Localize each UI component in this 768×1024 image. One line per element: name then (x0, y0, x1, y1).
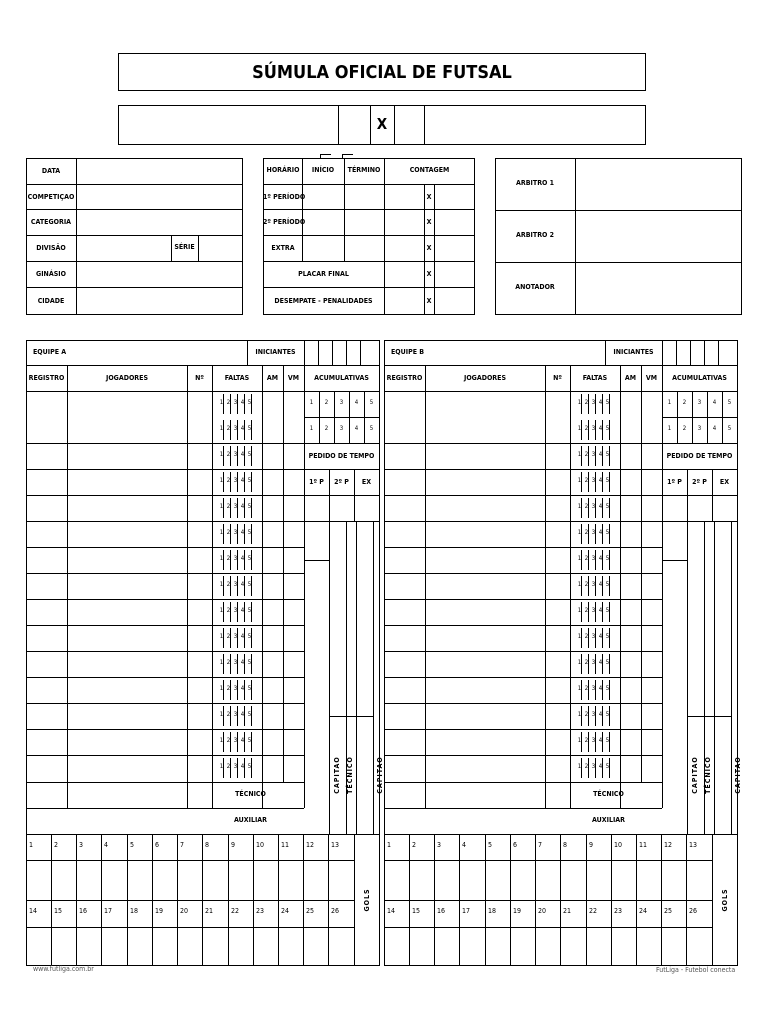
acum-number: 1 (309, 399, 314, 406)
versus-mark: X (376, 115, 388, 133)
label-cidade: CIDADE (37, 297, 65, 305)
goal-number: 2 (412, 841, 417, 849)
faltas-label: FALTAS (224, 374, 250, 382)
foul-number: 2 (226, 399, 231, 406)
goal-number: 26 (689, 907, 698, 915)
foul-number: 2 (226, 477, 231, 484)
team_a-table (26, 340, 380, 966)
foul-number: 3 (233, 763, 238, 770)
foul-number: 3 (591, 529, 596, 536)
foul-number: 4 (240, 737, 245, 744)
label-serie: SÉRIE (174, 243, 195, 251)
capitao-vertical: CAPITAO (691, 756, 699, 794)
page-title: SÚMULA OFICIAL DE FUTSAL (118, 53, 646, 91)
foul-number: 1 (577, 581, 582, 588)
goal-number: 7 (180, 841, 185, 849)
x-mark: X (426, 297, 432, 305)
foul-number: 2 (226, 633, 231, 640)
foul-number: 5 (605, 477, 610, 484)
iniciantes-label: INICIANTES (255, 348, 296, 356)
x-mark: X (426, 244, 432, 252)
goal-number: 8 (563, 841, 568, 849)
foul-number: 3 (233, 659, 238, 666)
foul-number: 1 (219, 425, 224, 432)
foul-number: 3 (591, 503, 596, 510)
gols-vertical: GOLS (721, 888, 729, 912)
foul-number: 2 (584, 529, 589, 536)
foul-number: 3 (233, 685, 238, 692)
foul-number: 3 (233, 737, 238, 744)
foul-number: 2 (226, 581, 231, 588)
foul-number: 3 (233, 451, 238, 458)
acum-number: 2 (324, 425, 329, 432)
registro-label: REGISTRO (386, 374, 423, 382)
foul-number: 3 (233, 399, 238, 406)
foul-number: 1 (219, 763, 224, 770)
acum-number: 3 (697, 399, 702, 406)
foul-number: 5 (247, 555, 252, 562)
foul-number: 4 (598, 477, 603, 484)
foul-number: 4 (240, 399, 245, 406)
goal-number: 12 (664, 841, 673, 849)
foul-number: 1 (577, 685, 582, 692)
goal-number: 20 (538, 907, 547, 915)
acum-number: 4 (712, 399, 717, 406)
foul-number: 1 (577, 711, 582, 718)
foul-number: 4 (598, 711, 603, 718)
foul-number: 4 (240, 633, 245, 640)
foul-number: 3 (591, 477, 596, 484)
goal-number: 10 (256, 841, 265, 849)
goal-number: 21 (563, 907, 572, 915)
acum-number: 3 (339, 425, 344, 432)
capitao-vertical: CAPITAO (734, 756, 742, 794)
foul-number: 4 (240, 503, 245, 510)
foul-number: 1 (219, 711, 224, 718)
foul-number: 5 (605, 607, 610, 614)
acum-number: 1 (309, 425, 314, 432)
goal-number: 3 (79, 841, 84, 849)
label-data: DATA (41, 167, 61, 175)
footer-website: www.futliga.com.br (33, 965, 94, 973)
foul-number: 1 (577, 607, 582, 614)
foul-number: 3 (233, 633, 238, 640)
goal-number: 16 (437, 907, 446, 915)
foul-number: 1 (219, 399, 224, 406)
foul-number: 5 (605, 711, 610, 718)
foul-number: 3 (591, 685, 596, 692)
foul-number: 5 (605, 763, 610, 770)
periodo-2-label: 2º P (334, 478, 349, 486)
foul-number: 3 (233, 477, 238, 484)
foul-number: 3 (591, 711, 596, 718)
foul-number: 5 (605, 581, 610, 588)
periodo-1-label: 1º P (667, 478, 682, 486)
goal-number: 22 (589, 907, 598, 915)
goal-number: 25 (306, 907, 315, 915)
label-periodo-2: EXTRA (271, 244, 295, 252)
goal-number: 5 (488, 841, 493, 849)
foul-number: 4 (598, 607, 603, 614)
col-termino: TÉRMINO (347, 166, 381, 174)
foul-number: 4 (598, 399, 603, 406)
foul-number: 1 (577, 451, 582, 458)
label-periodo-0: 1º PERÍODO (263, 192, 306, 201)
info-left-table (26, 158, 243, 315)
team_a-label: EQUIPE A (33, 348, 67, 356)
foul-number: 2 (584, 607, 589, 614)
foul-number: 4 (598, 737, 603, 744)
goal-number: 16 (79, 907, 88, 915)
goal-number: 17 (462, 907, 471, 915)
goal-number: 4 (104, 841, 109, 849)
goal-number: 18 (130, 907, 139, 915)
foul-number: 1 (219, 581, 224, 588)
goal-number: 10 (614, 841, 623, 849)
goal-number: 9 (589, 841, 594, 849)
foul-number: 2 (584, 425, 589, 432)
foul-number: 5 (247, 711, 252, 718)
goal-number: 9 (231, 841, 236, 849)
goal-number: 23 (614, 907, 623, 915)
foul-number: 4 (598, 659, 603, 666)
acum-number: 5 (727, 425, 732, 432)
goal-number: 14 (29, 907, 38, 915)
acum-number: 4 (354, 425, 359, 432)
foul-number: 3 (591, 763, 596, 770)
foul-number: 2 (584, 477, 589, 484)
tecnico-label: TÉCNICO (593, 790, 624, 798)
tecnico-label: TÉCNICO (235, 790, 266, 798)
capitao-vertical: CAPITAO (376, 756, 384, 794)
vm-label: VM (645, 374, 658, 382)
foul-number: 2 (226, 529, 231, 536)
foul-number: 2 (584, 399, 589, 406)
label-periodo-1: 2º PERÍODO (263, 218, 306, 226)
foul-number: 4 (240, 555, 245, 562)
x-mark: X (426, 270, 432, 278)
foul-number: 3 (591, 399, 596, 406)
goal-number: 23 (256, 907, 265, 915)
foul-number: 4 (240, 607, 245, 614)
faltas-label: FALTAS (582, 374, 608, 382)
foul-number: 4 (598, 633, 603, 640)
foul-number: 1 (219, 659, 224, 666)
foul-number: 5 (605, 737, 610, 744)
vm-label: VM (287, 374, 300, 382)
foul-number: 5 (247, 425, 252, 432)
goal-number: 11 (281, 841, 290, 849)
foul-number: 1 (577, 659, 582, 666)
foul-number: 2 (584, 581, 589, 588)
acum-number: 1 (667, 399, 672, 406)
goal-number: 5 (130, 841, 135, 849)
foul-number: 3 (591, 659, 596, 666)
foul-number: 3 (591, 581, 596, 588)
extra-label: EX (719, 478, 730, 486)
goal-number: 1 (387, 841, 392, 849)
acumulativas-label: ACUMULATIVAS (314, 374, 369, 382)
label-periodo-4: DESEMPATE - PENALIDADES (274, 297, 373, 305)
extra-label: EX (361, 478, 372, 486)
goal-number: 4 (462, 841, 467, 849)
foul-number: 5 (605, 555, 610, 562)
acum-number: 2 (324, 399, 329, 406)
foul-number: 4 (240, 425, 245, 432)
foul-number: 1 (577, 529, 582, 536)
foul-number: 5 (247, 763, 252, 770)
foul-number: 4 (598, 425, 603, 432)
foul-number: 2 (226, 555, 231, 562)
footer-credit: FutLiga - Futebol conecta (656, 966, 736, 974)
goal-number: 1 (29, 841, 34, 849)
foul-number: 3 (233, 607, 238, 614)
acum-number: 2 (682, 425, 687, 432)
acum-number: 4 (354, 399, 359, 406)
foul-number: 5 (247, 529, 252, 536)
acum-number: 4 (712, 425, 717, 432)
col-horario: HORÁRIO (266, 166, 300, 174)
goal-number: 3 (437, 841, 442, 849)
foul-number: 5 (247, 607, 252, 614)
goal-number: 24 (639, 907, 648, 915)
foul-number: 2 (226, 737, 231, 744)
jogadores-label: JOGADORES (105, 374, 148, 382)
foul-number: 1 (577, 477, 582, 484)
foul-number: 5 (605, 503, 610, 510)
foul-number: 5 (247, 659, 252, 666)
capitao-vertical: CAPITAO (333, 756, 341, 794)
foul-number: 3 (591, 425, 596, 432)
foul-number: 5 (605, 633, 610, 640)
foul-number: 1 (577, 399, 582, 406)
registro-label: REGISTRO (28, 374, 65, 382)
foul-number: 3 (591, 555, 596, 562)
goal-number: 17 (104, 907, 113, 915)
goal-number: 13 (331, 841, 340, 849)
foul-number: 4 (598, 685, 603, 692)
foul-number: 1 (219, 503, 224, 510)
foul-number: 3 (233, 555, 238, 562)
foul-number: 1 (577, 555, 582, 562)
goal-number: 12 (306, 841, 315, 849)
foul-number: 4 (240, 659, 245, 666)
foul-number: 5 (247, 685, 252, 692)
foul-number: 1 (219, 529, 224, 536)
foul-number: 5 (247, 399, 252, 406)
auxiliar-label: AUXILIAR (591, 816, 626, 824)
foul-number: 1 (219, 685, 224, 692)
team_b-label: EQUIPE B (391, 348, 425, 356)
col-contagem: CONTAGEM (409, 166, 450, 174)
foul-number: 2 (226, 607, 231, 614)
foul-number: 2 (226, 685, 231, 692)
foul-number: 1 (577, 425, 582, 432)
foul-number: 1 (219, 477, 224, 484)
numero-label: Nº (195, 374, 204, 382)
gols-vertical: GOLS (363, 888, 371, 912)
foul-number: 1 (577, 633, 582, 640)
foul-number: 2 (226, 711, 231, 718)
foul-number: 5 (605, 399, 610, 406)
foul-number: 1 (577, 763, 582, 770)
foul-number: 5 (247, 737, 252, 744)
foul-number: 4 (598, 763, 603, 770)
foul-number: 4 (240, 685, 245, 692)
foul-number: 2 (226, 659, 231, 666)
foul-number: 5 (605, 425, 610, 432)
foul-number: 3 (591, 451, 596, 458)
foul-number: 1 (219, 607, 224, 614)
am-label: AM (266, 374, 279, 382)
acum-number: 3 (339, 399, 344, 406)
tecnico-vertical: TÉCNICO (704, 756, 712, 794)
foul-number: 3 (233, 711, 238, 718)
iniciantes-label: INICIANTES (613, 348, 654, 356)
foul-number: 4 (240, 711, 245, 718)
acumulativas-label: ACUMULATIVAS (672, 374, 727, 382)
goal-number: 25 (664, 907, 673, 915)
acum-number: 5 (369, 399, 374, 406)
foul-number: 5 (605, 659, 610, 666)
pedido-tempo-label: PEDIDO DE TEMPO (666, 452, 733, 460)
goal-number: 6 (513, 841, 518, 849)
foul-number: 4 (598, 503, 603, 510)
goal-number: 11 (639, 841, 648, 849)
foul-number: 4 (240, 581, 245, 588)
foul-number: 3 (591, 607, 596, 614)
goal-number: 2 (54, 841, 59, 849)
foul-number: 5 (247, 477, 252, 484)
label-arbitro-1: ARBITRO 1 (516, 179, 554, 187)
goal-number: 18 (488, 907, 497, 915)
foul-number: 2 (584, 711, 589, 718)
goal-number: 22 (231, 907, 240, 915)
foul-number: 4 (240, 451, 245, 458)
goal-number: 13 (689, 841, 698, 849)
foul-number: 3 (591, 633, 596, 640)
acum-number: 5 (727, 399, 732, 406)
foul-number: 2 (226, 425, 231, 432)
foul-number: 2 (584, 555, 589, 562)
goal-number: 6 (155, 841, 160, 849)
foul-number: 3 (233, 503, 238, 510)
foul-number: 2 (584, 685, 589, 692)
tecnico-vertical: TÉCNICO (346, 756, 354, 794)
foul-number: 4 (598, 581, 603, 588)
foul-number: 2 (584, 763, 589, 770)
jogadores-label: JOGADORES (463, 374, 506, 382)
goal-number: 19 (155, 907, 164, 915)
x-mark: X (426, 192, 432, 201)
foul-number: 1 (219, 555, 224, 562)
foul-number: 5 (247, 451, 252, 458)
foul-number: 2 (226, 763, 231, 770)
foul-number: 2 (584, 737, 589, 744)
foul-number: 4 (598, 529, 603, 536)
label-arbitro-2: ARBITRO 2 (516, 231, 554, 239)
acum-number: 2 (682, 399, 687, 406)
foul-number: 3 (233, 529, 238, 536)
foul-number: 4 (240, 763, 245, 770)
goal-number: 7 (538, 841, 543, 849)
foul-number: 2 (226, 503, 231, 510)
foul-number: 3 (591, 737, 596, 744)
foul-number: 1 (219, 633, 224, 640)
foul-number: 1 (577, 503, 582, 510)
pedido-tempo-label: PEDIDO DE TEMPO (308, 452, 375, 460)
label-categoria: CATEGORIA (30, 218, 72, 226)
info-mid-table (263, 158, 475, 315)
goal-number: 15 (54, 907, 63, 915)
foul-number: 4 (598, 555, 603, 562)
label-periodo-3: PLACAR FINAL (298, 270, 349, 278)
col-inicio: INÍCIO (311, 166, 335, 174)
foul-number: 5 (605, 451, 610, 458)
x-mark: X (426, 218, 432, 226)
foul-number: 2 (584, 633, 589, 640)
periodo-2-label: 2º P (692, 478, 707, 486)
goal-number: 20 (180, 907, 189, 915)
foul-number: 5 (247, 633, 252, 640)
goal-number: 14 (387, 907, 396, 915)
foul-number: 5 (605, 685, 610, 692)
goal-number: 19 (513, 907, 522, 915)
foul-number: 1 (219, 737, 224, 744)
goal-number: 15 (412, 907, 421, 915)
foul-number: 3 (233, 425, 238, 432)
numero-label: Nº (553, 374, 562, 382)
auxiliar-label: AUXILIAR (233, 816, 268, 824)
foul-number: 2 (226, 451, 231, 458)
label-anotador: ANOTADOR (515, 283, 555, 291)
foul-number: 5 (247, 581, 252, 588)
foul-number: 4 (240, 477, 245, 484)
label-ginasio: GINÁSIO (36, 270, 66, 278)
label-competicao: COMPETIÇAO (27, 192, 75, 201)
goal-number: 8 (205, 841, 210, 849)
team_b-table (384, 340, 738, 966)
foul-number: 5 (605, 529, 610, 536)
foul-number: 4 (240, 529, 245, 536)
foul-number: 1 (577, 737, 582, 744)
foul-number: 2 (584, 659, 589, 666)
periodo-1-label: 1º P (309, 478, 324, 486)
goal-number: 24 (281, 907, 290, 915)
label-divisao: DIVISÃO (36, 244, 66, 252)
foul-number: 3 (233, 581, 238, 588)
acum-number: 1 (667, 425, 672, 432)
foul-number: 4 (598, 451, 603, 458)
foul-number: 1 (219, 451, 224, 458)
goal-number: 21 (205, 907, 214, 915)
goal-number: 26 (331, 907, 340, 915)
foul-number: 2 (584, 451, 589, 458)
foul-number: 2 (584, 503, 589, 510)
foul-number: 5 (247, 503, 252, 510)
acum-number: 5 (369, 425, 374, 432)
acum-number: 3 (697, 425, 702, 432)
am-label: AM (624, 374, 637, 382)
